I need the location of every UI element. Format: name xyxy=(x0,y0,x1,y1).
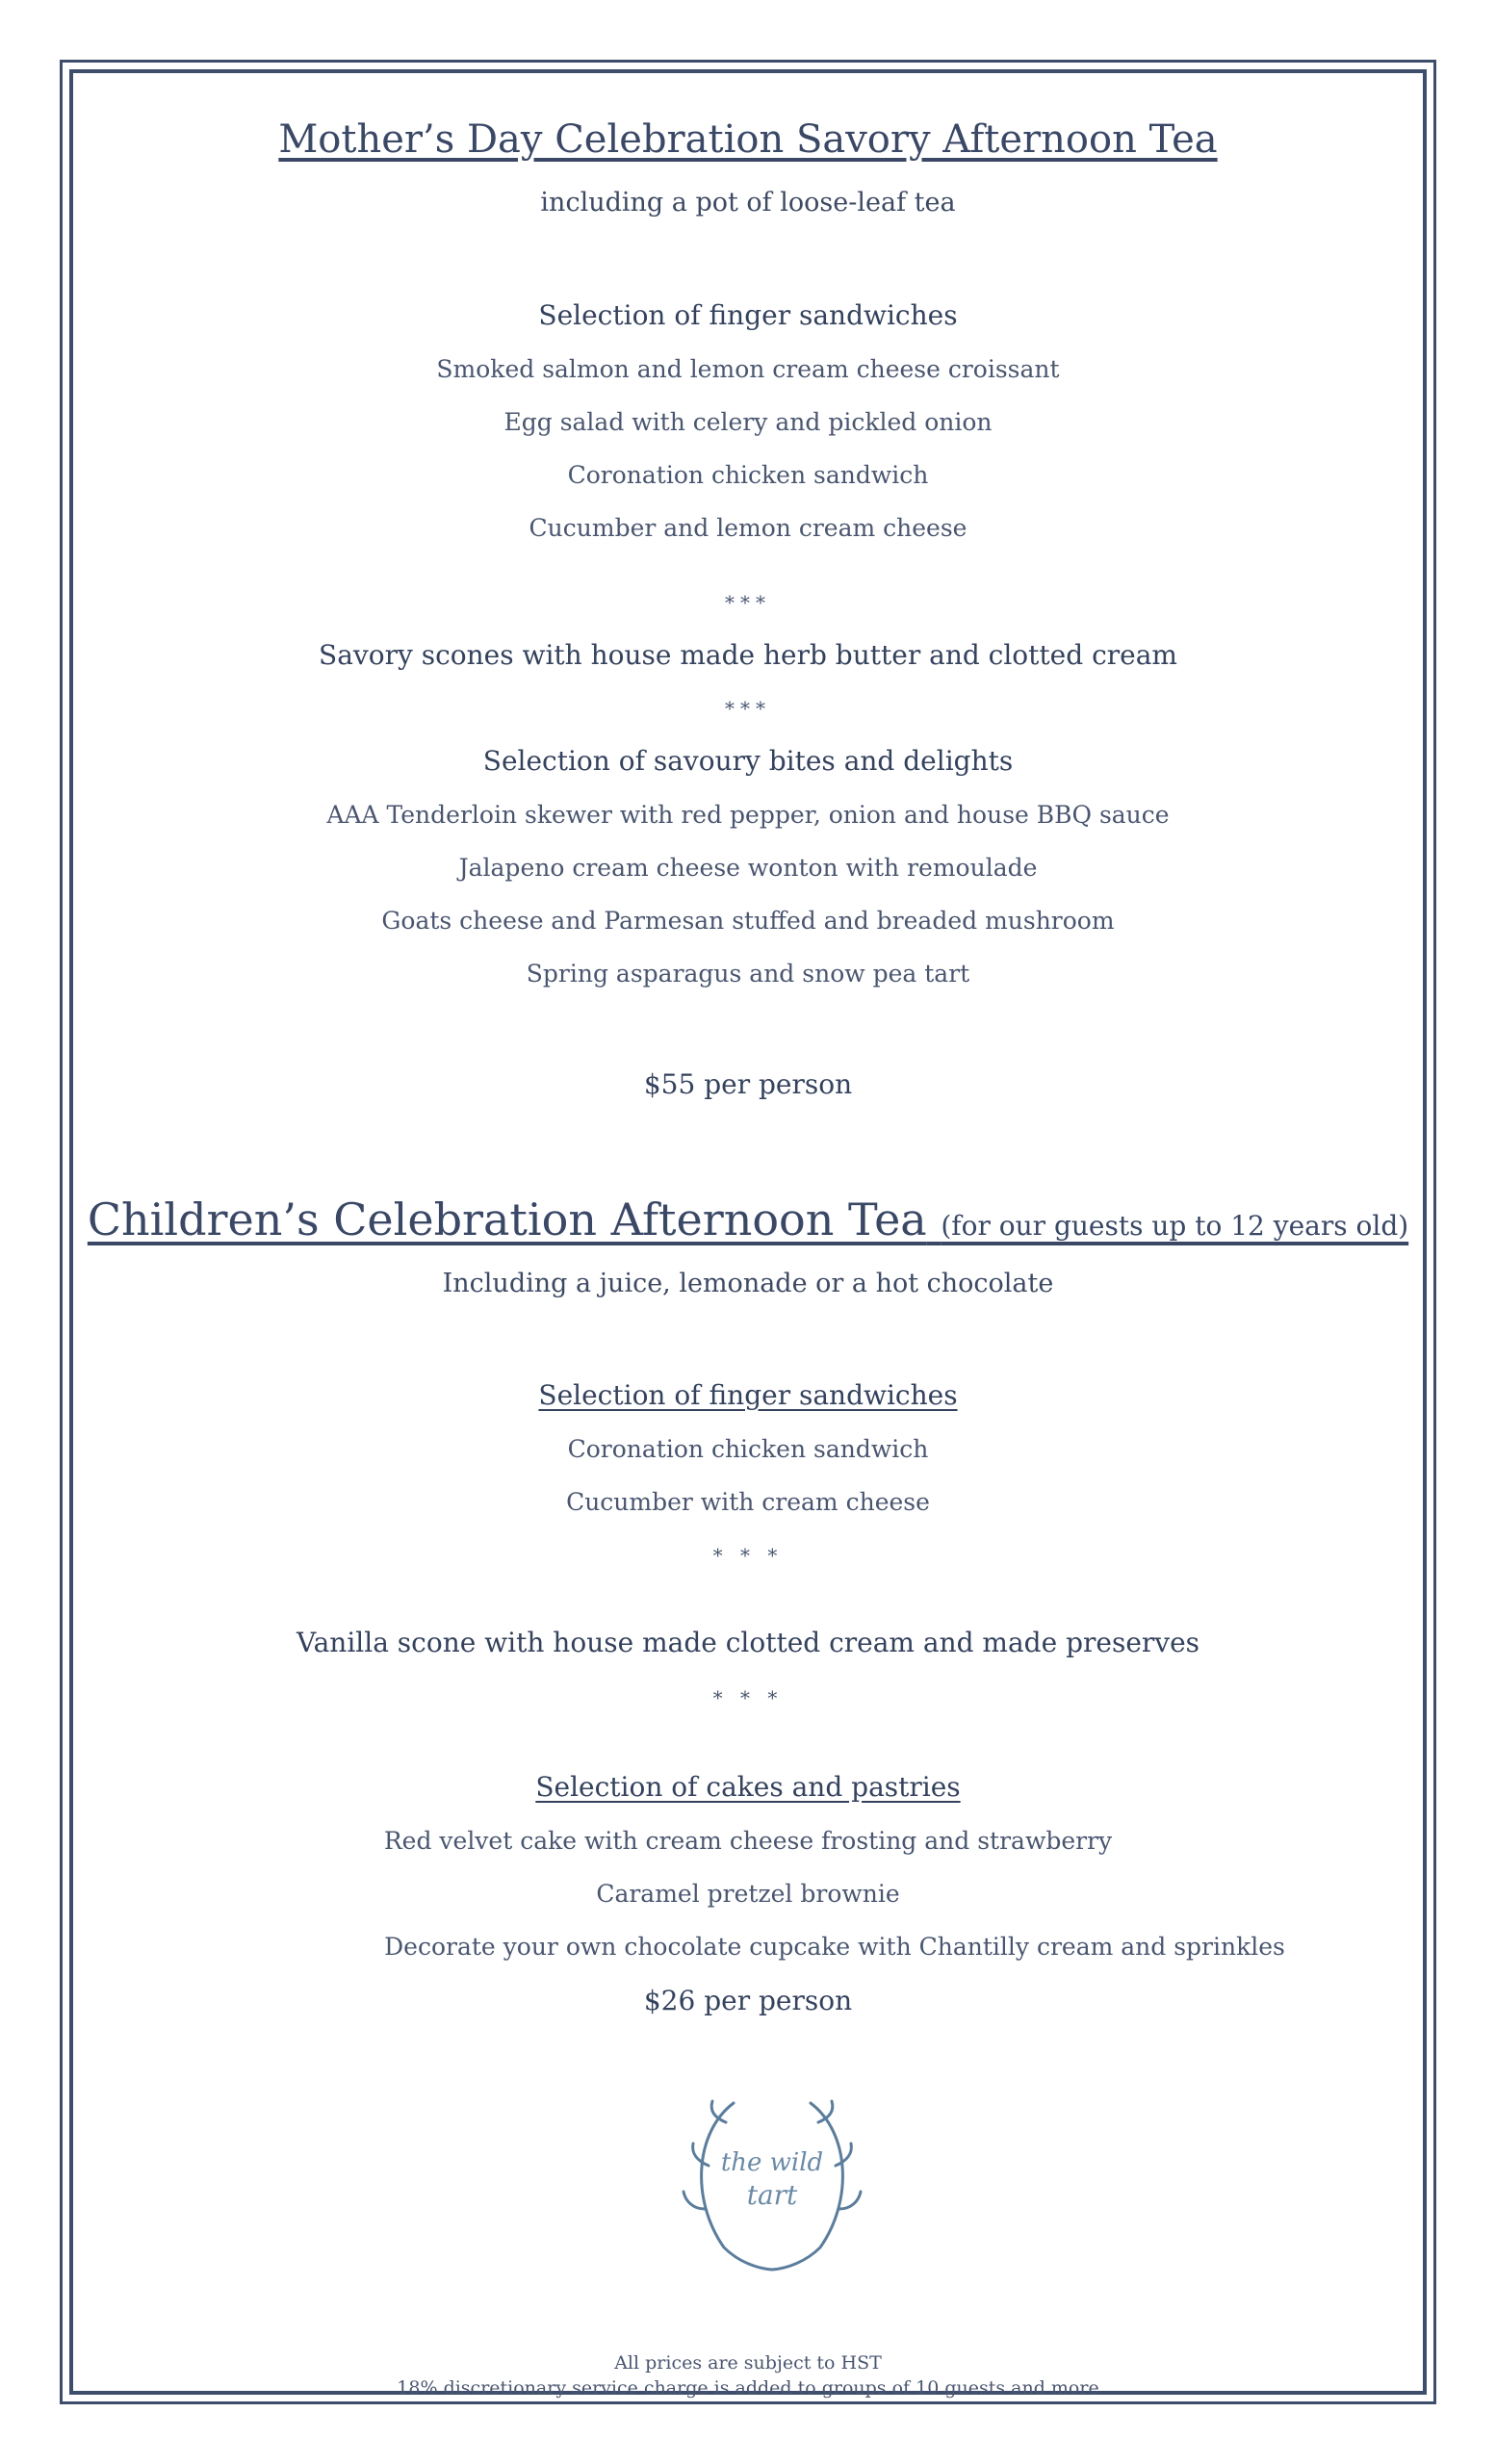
menu2-separator: * * * xyxy=(712,1544,784,1567)
menu1-section1-item: Egg salad with celery and pickled onion xyxy=(503,408,993,436)
logo-text-line2: tart xyxy=(746,2179,798,2211)
menu2-separator: * * * xyxy=(712,1686,784,1709)
menu2-title xyxy=(0,1194,1496,1245)
menu2-title-text: Children’s Celebration Afternoon Tea xyxy=(87,1194,927,1245)
logo-text-line1: the wild xyxy=(720,2148,824,2177)
menu2-section1-title: Selection of finger sandwiches xyxy=(538,1379,958,1411)
menu1-section3-item: Jalapeno cream cheese wonton with remoulade xyxy=(458,854,1038,882)
menu2-title-note: (for our guests up to 12 years old) xyxy=(941,1210,1409,1242)
menu1-section1-item: Coronation chicken sandwich xyxy=(567,461,929,489)
menu2-section3-title: Selection of cakes and pastries xyxy=(535,1771,961,1803)
menu1-title: Mother’s Day Celebration Savory Afternoon Tea xyxy=(278,117,1218,162)
menu1-section2-title: Savory scones with house made herb butter and clotted cream xyxy=(319,639,1177,671)
menu1-section3-item: Goats cheese and Parmesan stuffed and breaded mushroom xyxy=(381,907,1115,935)
footer-service-charge-note: 18% discretionary service charge is added to groups of 10 guests and more xyxy=(397,2377,1099,2399)
menu2-price: $26 per person xyxy=(643,1985,853,2016)
menu1-section3-title: Selection of savoury bites and delights xyxy=(482,745,1014,777)
menu1-section3-item: AAA Tenderloin skewer with red pepper, onion and house BBQ sauce xyxy=(326,801,1170,829)
menu1-section1-title: Selection of finger sandwiches xyxy=(538,299,958,331)
menu2-section3-item: Caramel pretzel brownie xyxy=(596,1880,900,1908)
the-wild-tart-logo xyxy=(676,2084,868,2276)
menu2-subtitle: Including a juice, lemonade or a hot chocolate xyxy=(442,1269,1054,1298)
menu1-separator: *** xyxy=(725,591,771,614)
footer-tax-note: All prices are subject to HST xyxy=(614,2352,882,2374)
menu1-subtitle: including a pot of loose-leaf tea xyxy=(540,188,956,218)
menu1-price: $55 per person xyxy=(643,1068,853,1100)
menu2-section1-item: Cucumber with cream cheese xyxy=(566,1488,930,1516)
menu2-section3-item: Decorate your own chocolate cupcake with Chantilly cream and sprinkles xyxy=(384,1933,1285,1961)
menu1-section1-item: Smoked salmon and lemon cream cheese croissant xyxy=(436,355,1060,383)
menu2-section2-title: Vanilla scone with house made clotted cream and made preserves xyxy=(296,1627,1200,1658)
menu2-section1-item: Coronation chicken sandwich xyxy=(567,1435,929,1463)
menu1-section3-item: Spring asparagus and snow pea tart xyxy=(526,960,970,988)
menu1-section1-item: Cucumber and lemon cream cheese xyxy=(529,514,967,542)
menu1-separator: *** xyxy=(725,697,771,720)
menu2-section3-item: Red velvet cake with cream cheese frosting and strawberry xyxy=(383,1827,1113,1855)
